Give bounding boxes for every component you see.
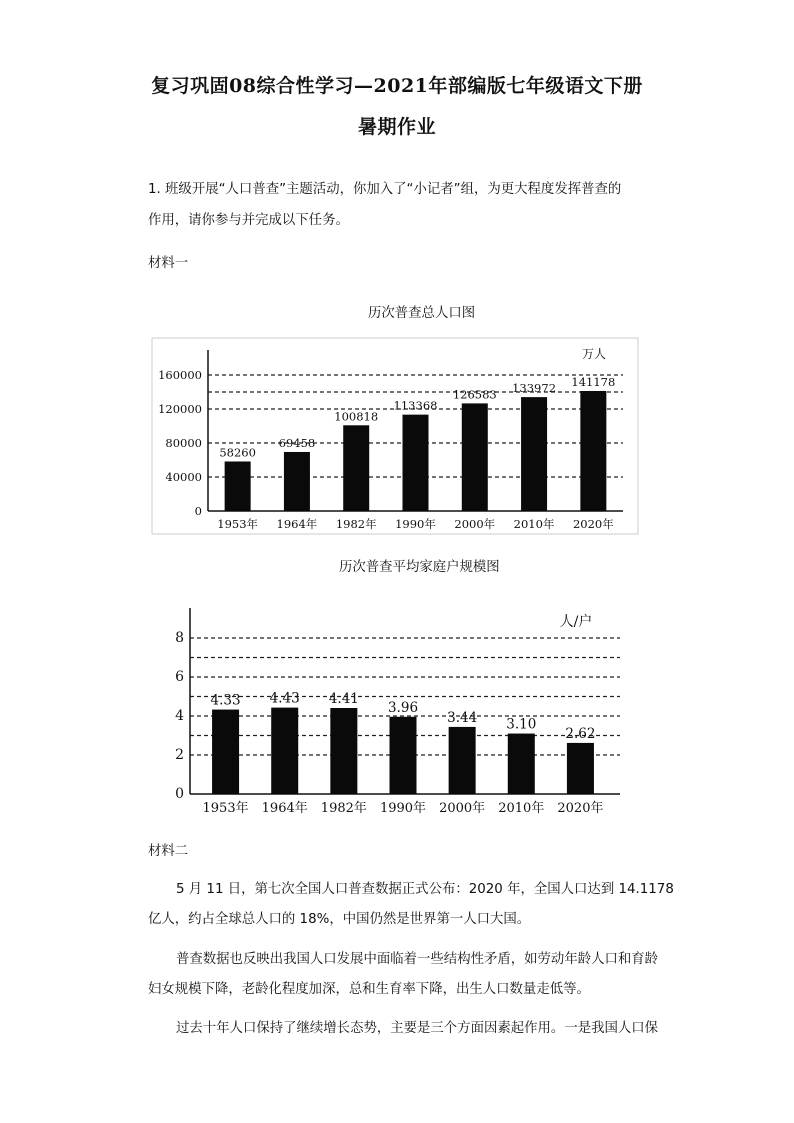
question-1-line1: 1. 班级开展“人口普查”主题活动，你加入了“小记者”组，为更大程度发挥普查的 [148, 182, 622, 197]
x-tick-label: 1953年 [202, 801, 249, 816]
y-tick-label: 40000 [165, 470, 202, 484]
data-label: 141178 [571, 374, 616, 389]
document-title-line2: 暑期作业 [357, 116, 436, 138]
data-label: 3.44 [447, 709, 478, 726]
bar-1953年 [225, 461, 251, 511]
y-tick-label: 2 [175, 747, 184, 763]
data-label: 4.33 [210, 692, 241, 709]
x-tick-label: 1990年 [395, 517, 436, 531]
data-label: 133972 [512, 381, 557, 396]
x-tick-label: 1953年 [217, 517, 259, 531]
household-size-chart [148, 602, 640, 824]
data-label: 2.62 [565, 725, 596, 742]
bar-2020年 [567, 743, 594, 794]
data-label: 3.96 [387, 699, 419, 716]
bar-1964年 [284, 452, 310, 511]
x-tick-label: 2000年 [439, 801, 486, 816]
data-label: 58260 [219, 445, 256, 460]
unit-label: 人/户 [559, 614, 593, 630]
y-tick-label: 120000 [158, 402, 202, 416]
document-title-line1: 复习巩固08综合性学习—2021年部编版七年级语文下册 [151, 75, 643, 97]
x-tick-label: 2010年 [513, 517, 555, 531]
x-tick-label: 2010年 [498, 801, 545, 816]
x-tick-label: 2000年 [454, 517, 496, 531]
bar-2020年 [580, 391, 606, 511]
bar-1953年 [212, 710, 239, 794]
question-1-line2: 作用，请你参与并完成以下任务。 [148, 213, 349, 228]
data-label: 113368 [393, 398, 438, 413]
x-tick-label: 1982年 [320, 801, 367, 816]
chart1-title: 历次普查总人口图 [368, 306, 476, 321]
x-tick-label: 1964年 [276, 517, 318, 531]
bar-2010年 [521, 397, 547, 511]
population-chart [150, 336, 640, 536]
material-1-label: 材料一 [148, 256, 189, 271]
chart2-title: 历次普查平均家庭户规模图 [339, 560, 500, 575]
y-tick-label: 6 [175, 669, 184, 685]
y-tick-label: 160000 [158, 368, 202, 382]
x-tick-label: 2020年 [572, 517, 614, 531]
y-tick-label: 0 [194, 504, 202, 518]
y-tick-label: 8 [175, 630, 184, 646]
bar-1964年 [271, 708, 298, 794]
material-2-p2-line2: 妇女规模下降，老龄化程度加深，总和生育率下降，出生人口数量走低等。 [148, 982, 590, 997]
y-tick-label: 0 [175, 786, 184, 802]
data-label: 4.43 [269, 690, 300, 707]
y-tick-label: 4 [175, 708, 184, 724]
bar-1990年 [390, 717, 417, 794]
material-2-p1-line2: 亿人，约占全球总人口的 18%，中国仍然是世界第一人口大国。 [148, 912, 531, 927]
data-label: 4.41 [328, 691, 359, 708]
bar-2000年 [462, 403, 488, 511]
x-tick-label: 1982年 [335, 517, 377, 531]
bar-1982年 [330, 708, 357, 794]
data-label: 126583 [452, 387, 497, 402]
bar-2000年 [449, 727, 476, 794]
material-2-label: 材料二 [148, 844, 189, 859]
x-tick-label: 1964年 [261, 801, 308, 816]
data-label: 69458 [278, 435, 316, 450]
bar-2010年 [508, 734, 535, 794]
x-tick-label: 1990年 [379, 801, 427, 816]
x-tick-label: 2020年 [557, 801, 604, 816]
bar-1982年 [343, 425, 369, 511]
data-label: 100818 [334, 409, 379, 424]
material-2-p3-line1: 过去十年人口保持了继续增长态势，主要是三个方面因素起作用。一是我国人口保 [176, 1021, 659, 1036]
y-tick-label: 80000 [165, 436, 202, 450]
data-label: 3.10 [506, 716, 537, 733]
material-2-p2-line1: 普查数据也反映出我国人口发展中面临着一些结构性矛盾，如劳动年龄人口和育龄 [176, 952, 659, 967]
material-2-p1-line1: 5 月 11 日，第七次全国人口普查数据正式公布：2020 年，全国人口达到 14.1178 [176, 882, 674, 897]
unit-label: 万人 [581, 347, 607, 361]
bar-1990年 [403, 415, 429, 511]
